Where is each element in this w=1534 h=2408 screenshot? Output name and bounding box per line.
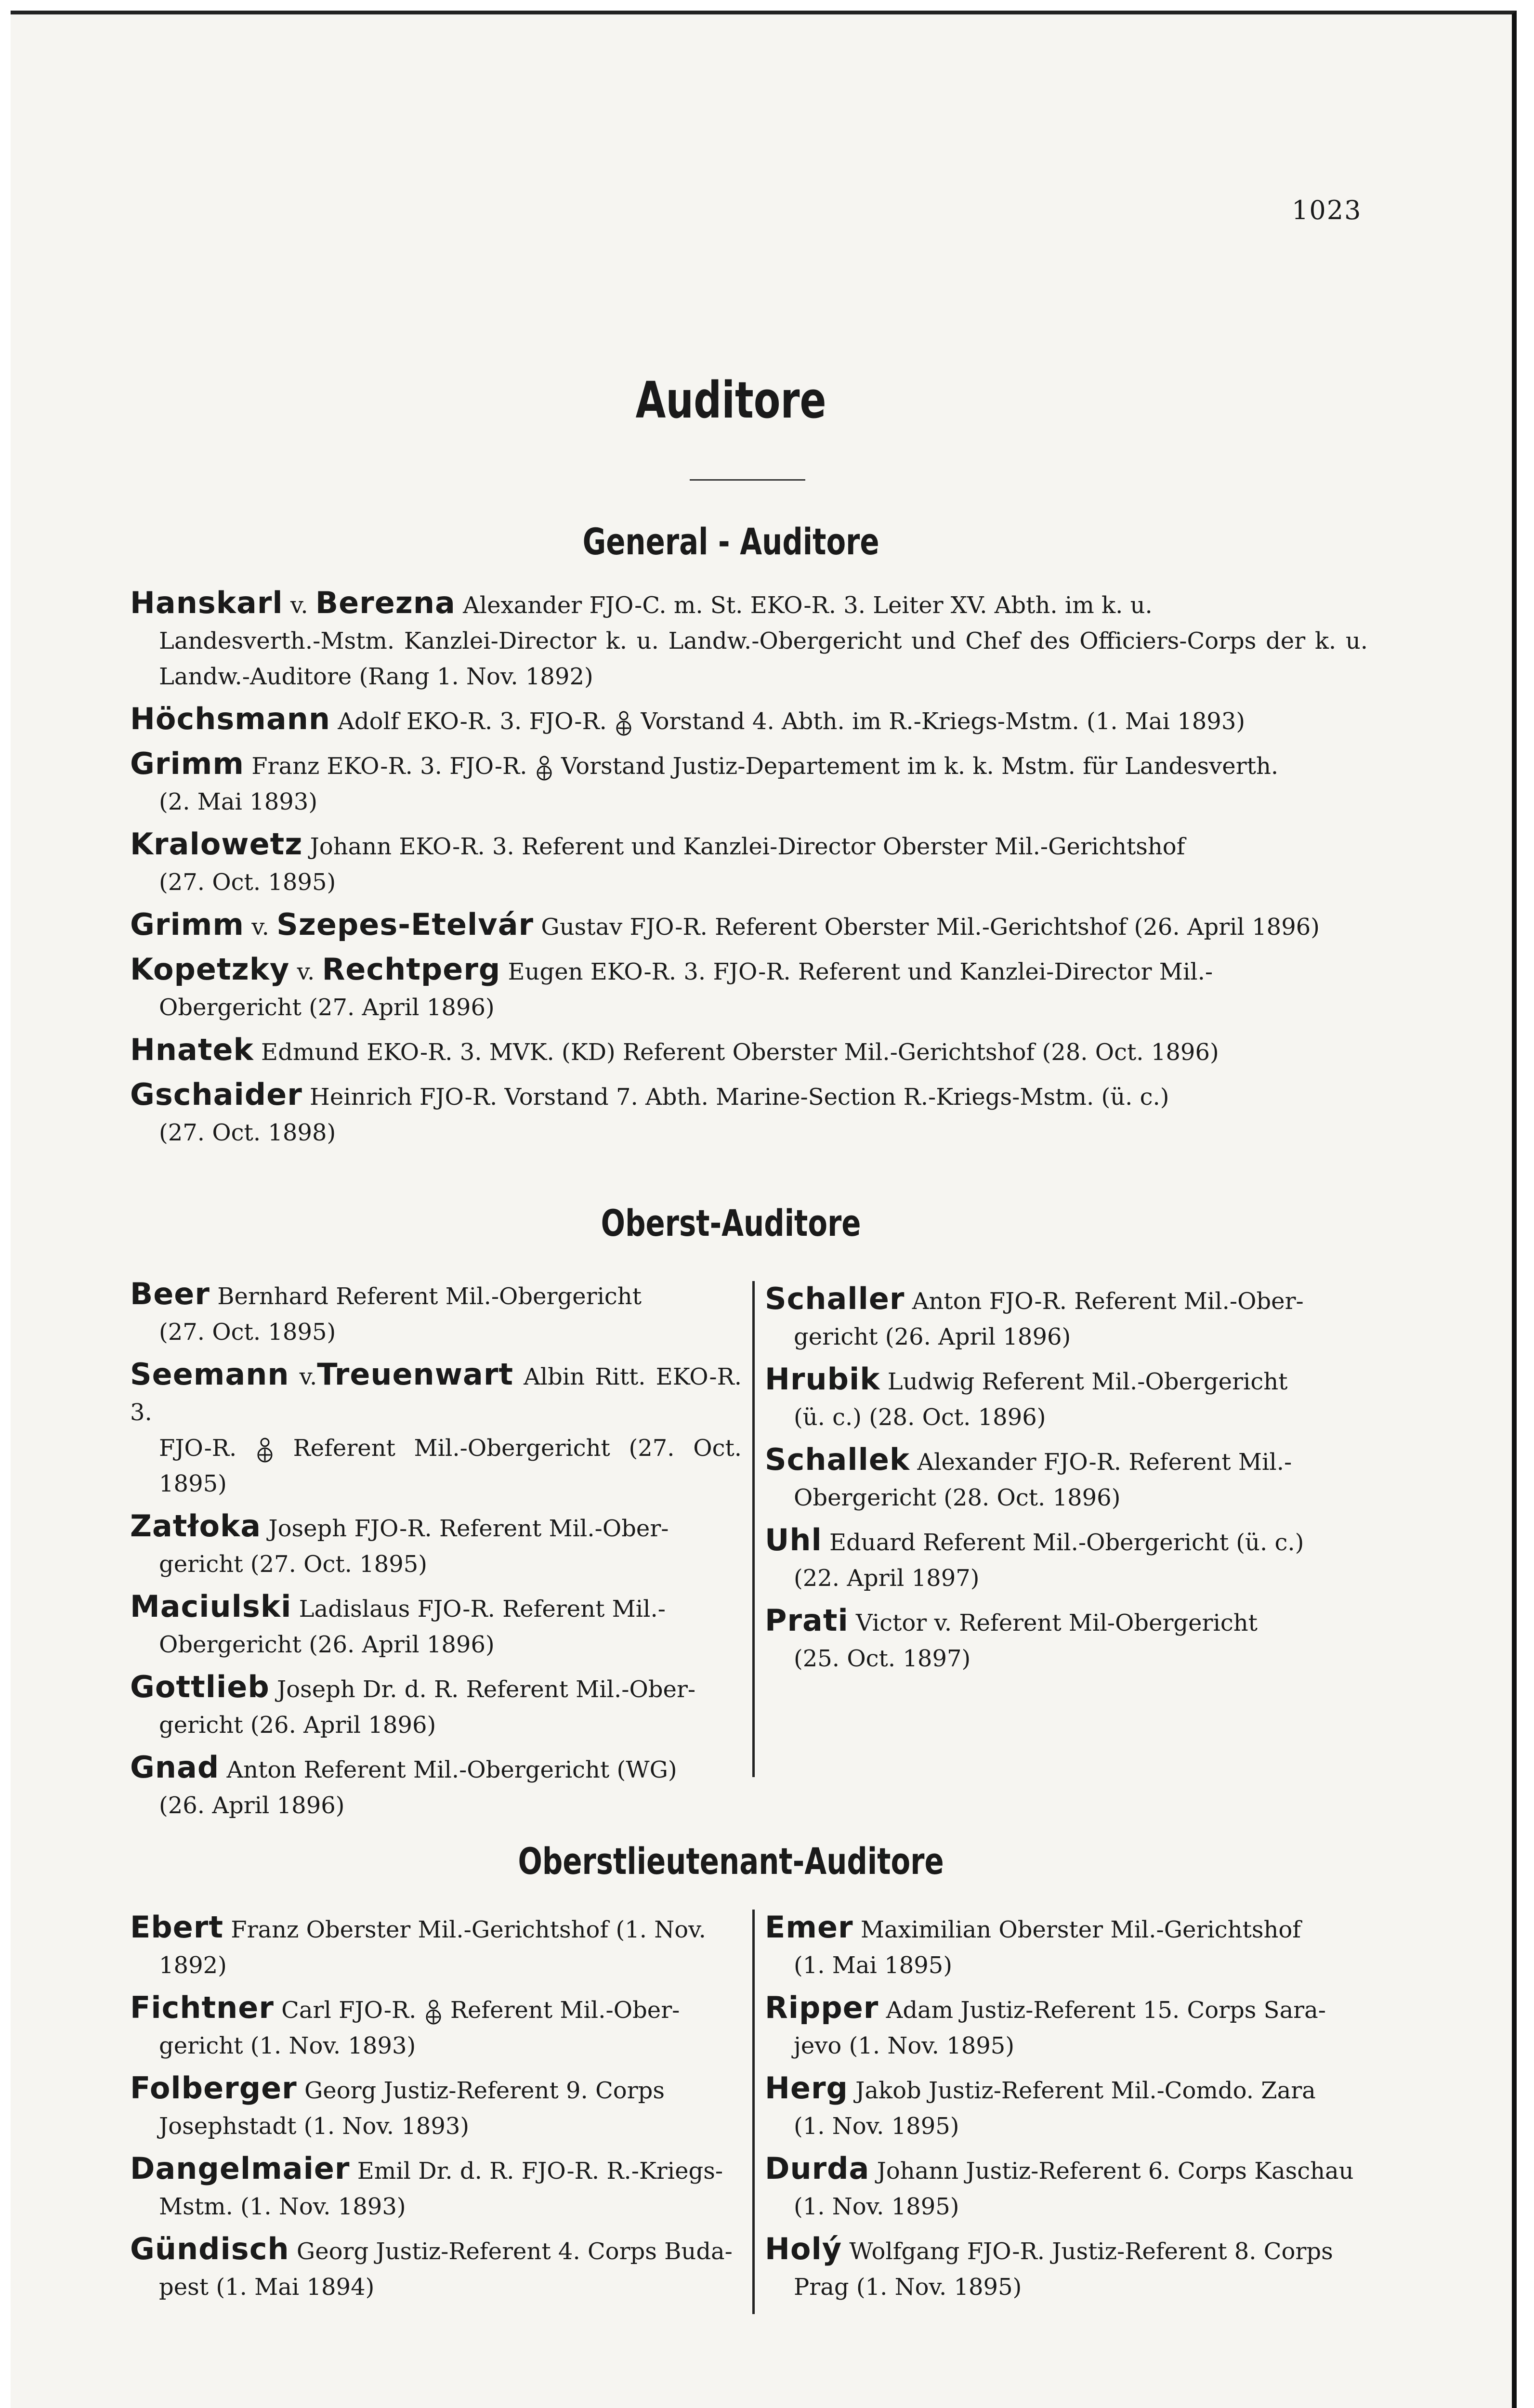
entry-continuation: (2. Mai 1893) bbox=[159, 788, 318, 815]
entry-text: Eduard Referent Mil.-Obergericht (ü. c.) bbox=[822, 1529, 1304, 1556]
list-item bbox=[130, 701, 1368, 739]
entry-text: Georg Justiz-Referent 9. Corps bbox=[297, 2077, 665, 2104]
column-divider bbox=[752, 1910, 755, 2314]
list-item bbox=[130, 2070, 742, 2144]
entry-text: Wolfgang FJO-R. Justiz-Referent 8. Corps bbox=[842, 2238, 1333, 2265]
entry-continuation: jevo (1. Nov. 1895) bbox=[794, 2032, 1015, 2059]
entry-name: Maciulski bbox=[130, 1589, 292, 1624]
list-item bbox=[130, 907, 1368, 945]
entry-name-second: Berezna bbox=[315, 585, 456, 620]
entry-text: Albin Ritt. EKO-R. 3. bbox=[130, 1363, 742, 1426]
oberst-auditore-right-column bbox=[765, 1281, 1372, 1683]
oberstlieutenant-right-column bbox=[765, 1910, 1372, 2312]
entry-continuation: (ü. c.) (28. Oct. 1896) bbox=[794, 1404, 1046, 1431]
list-item bbox=[765, 2231, 1372, 2305]
entry-name: Schaller bbox=[765, 1281, 905, 1316]
order-cross-icon bbox=[424, 1998, 443, 2027]
entry-name: Schallek bbox=[765, 1442, 910, 1477]
list-item bbox=[130, 1032, 1368, 1070]
general-auditore-list bbox=[130, 585, 1368, 1157]
entry-name: Grimm bbox=[130, 907, 244, 942]
entry-text: Edmund EKO-R. 3. MVK. (KD) Referent Oberster Mil.-Gerichtshof (28. Oct. 1896) bbox=[253, 1039, 1219, 1066]
entry-name: Dangelmaier bbox=[130, 2151, 350, 2186]
entry-name: Höchsmann bbox=[130, 701, 330, 736]
entry-continuation: (1. Nov. 1895) bbox=[794, 2113, 959, 2140]
entry-particle: v. bbox=[244, 914, 277, 941]
list-item bbox=[130, 585, 1368, 694]
entry-text: Ladislaus FJO-R. Referent Mil.- bbox=[291, 1596, 666, 1623]
entry-text: Joseph FJO-R. Referent Mil.-Ober- bbox=[261, 1515, 669, 1542]
entry-continuation: Obergericht (27. April 1896) bbox=[159, 994, 495, 1021]
entry-continuation: (25. Oct. 1897) bbox=[794, 1645, 971, 1672]
column-divider bbox=[752, 1281, 755, 1777]
entry-text: Emil Dr. d. R. FJO-R. R.-Kriegs- bbox=[350, 2158, 723, 2185]
order-cross-icon bbox=[255, 1436, 275, 1465]
list-item bbox=[765, 1603, 1372, 1676]
entry-text: Eugen EKO-R. 3. FJO-R. Referent und Kanzlei-Director Mil.- bbox=[500, 958, 1213, 985]
entry-text: Alexander FJO-C. m. St. EKO-R. 3. Leiter XV. Abth. im k. u. bbox=[455, 592, 1153, 619]
entry-continuation: pest (1. Mai 1894) bbox=[159, 2274, 375, 2301]
entry-name-second: Treuenwart bbox=[317, 1357, 514, 1392]
entry-continuation: Landesverth.-Mstm. Kanzlei-Director k. u. Landw.-Obergericht und Chef des Officiers-Corps der k. u. Landw.-Auditore (Rang 1. Nov. 1892) bbox=[159, 628, 1368, 690]
order-cross-icon bbox=[535, 754, 554, 783]
list-item bbox=[130, 1589, 742, 1662]
entry-continuation: Obergericht (28. Oct. 1896) bbox=[794, 1484, 1121, 1511]
entry-text: Franz EKO-R. 3. FJO-R. bbox=[244, 753, 535, 780]
entry-name: Fichtner bbox=[130, 1990, 274, 2025]
entry-text: Franz Oberster Mil.-Gerichtshof (1. Nov. bbox=[223, 1916, 706, 1943]
entry-name: Gottlieb bbox=[130, 1669, 270, 1704]
section-heading-oberstlieutenant: Oberstlieutenant-Auditore bbox=[518, 1840, 944, 1883]
list-item bbox=[130, 1357, 742, 1502]
entry-continuation: (1. Mai 1895) bbox=[794, 1952, 953, 1979]
entry-text: Victor v. Referent Mil-Obergericht bbox=[848, 1610, 1258, 1636]
entry-continuation: gericht (26. April 1896) bbox=[794, 1323, 1071, 1350]
entry-name: Durda bbox=[765, 2151, 870, 2186]
entry-text: Ludwig Referent Mil.-Obergericht bbox=[880, 1368, 1288, 1395]
entry-continuation: (27. Oct. 1898) bbox=[159, 1119, 336, 1146]
list-item bbox=[765, 1910, 1372, 1983]
list-item bbox=[130, 1508, 742, 1582]
entry-name: Hrubik bbox=[765, 1361, 880, 1397]
entry-text: Referent Mil.-Ober- bbox=[443, 1997, 680, 2024]
entry-continuation bbox=[130, 1430, 742, 1502]
entry-name: Holý bbox=[765, 2231, 842, 2266]
entry-name: Ebert bbox=[130, 1910, 223, 1945]
entry-text: Bernhard Referent Mil.-Obergericht bbox=[210, 1283, 642, 1310]
entry-text: Adam Justiz-Referent 15. Corps Sara- bbox=[878, 1997, 1326, 2024]
list-item bbox=[765, 1442, 1372, 1516]
entry-name: Folberger bbox=[130, 2070, 297, 2106]
section-heading-oberst: Oberst-Auditore bbox=[601, 1202, 861, 1244]
entry-text: Anton Referent Mil.-Obergericht (WG) bbox=[219, 1756, 677, 1783]
order-cross-icon bbox=[614, 709, 633, 738]
entry-continuation: Mstm. (1. Nov. 1893) bbox=[159, 2193, 406, 2220]
section-heading-general: General - Auditore bbox=[582, 520, 879, 563]
entry-name: Hanskarl bbox=[130, 585, 283, 620]
entry-text: Johann EKO-R. 3. Referent und Kanzlei-Director Oberster Mil.-Gerichtshof bbox=[302, 833, 1185, 860]
entry-name: Kralowetz bbox=[130, 826, 303, 862]
oberstlieutenant-left-column bbox=[130, 1910, 742, 2312]
list-item bbox=[765, 1990, 1372, 2064]
list-item bbox=[765, 2070, 1372, 2144]
entry-continuation: gericht (26. April 1896) bbox=[159, 1712, 436, 1739]
list-item bbox=[130, 1077, 1368, 1151]
entry-text: Jakob Justiz-Referent Mil.-Comdo. Zara bbox=[848, 2077, 1316, 2104]
entry-name: Beer bbox=[130, 1276, 210, 1311]
list-item bbox=[130, 826, 1368, 900]
entry-name: Prati bbox=[765, 1603, 849, 1638]
list-item bbox=[765, 1522, 1372, 1596]
list-item bbox=[130, 952, 1368, 1025]
entry-name: Zatłoka bbox=[130, 1508, 262, 1544]
list-item bbox=[130, 1910, 742, 1983]
list-item bbox=[765, 1361, 1372, 1435]
document-page bbox=[11, 11, 1517, 2408]
entry-continuation: (26. April 1896) bbox=[159, 1792, 345, 1819]
entry-text: Vorstand Justiz-Departement im k. k. Mstm. für Landesverth. bbox=[553, 753, 1279, 780]
entry-name: Grimm bbox=[130, 746, 244, 781]
entry-text: Carl FJO-R. bbox=[274, 1997, 424, 2024]
list-item bbox=[130, 1669, 742, 1743]
entry-particle: v. bbox=[289, 958, 322, 985]
list-item bbox=[765, 2151, 1372, 2225]
entry-name: Emer bbox=[765, 1910, 853, 1945]
entry-continuation: Obergericht (26. April 1896) bbox=[159, 1631, 495, 1658]
page-number: 1023 bbox=[1292, 195, 1362, 225]
entry-name-second: Rechtperg bbox=[322, 952, 501, 987]
entry-name: Seemann bbox=[130, 1357, 289, 1392]
entry-continuation: 1892) bbox=[159, 1952, 227, 1979]
entry-text: Heinrich FJO-R. Vorstand 7. Abth. Marine-Section R.-Kriegs-Mstm. (ü. c.) bbox=[302, 1084, 1169, 1111]
entry-name: Gschaider bbox=[130, 1077, 302, 1112]
entry-text: Referent Mil.-Obergericht (27. Oct. 1895) bbox=[159, 1435, 742, 1497]
page-title: Auditore bbox=[635, 371, 826, 430]
entry-text: Joseph Dr. d. R. Referent Mil.-Ober- bbox=[269, 1676, 696, 1703]
entry-text: FJO-R. bbox=[159, 1435, 255, 1462]
entry-text: Vorstand 4. Abth. im R.-Kriegs-Mstm. (1. Mai 1893) bbox=[633, 708, 1246, 735]
entry-name-second: Szepes-Etelvár bbox=[276, 907, 534, 942]
list-item bbox=[130, 1276, 742, 1350]
title-divider bbox=[690, 479, 805, 481]
entry-continuation: (1. Nov. 1895) bbox=[794, 2193, 959, 2220]
entry-text: Georg Justiz-Referent 4. Corps Buda- bbox=[289, 2238, 733, 2265]
entry-name: Herg bbox=[765, 2070, 848, 2106]
list-item bbox=[130, 2151, 742, 2225]
entry-text: Johann Justiz-Referent 6. Corps Kaschau bbox=[869, 2158, 1354, 2185]
list-item bbox=[130, 1990, 742, 2064]
entry-particle: v. bbox=[283, 592, 315, 619]
entry-continuation: gericht (1. Nov. 1893) bbox=[159, 2032, 416, 2059]
entry-continuation: Josephstadt (1. Nov. 1893) bbox=[159, 2113, 470, 2140]
entry-name: Gnad bbox=[130, 1750, 220, 1785]
entry-name: Gündisch bbox=[130, 2231, 289, 2266]
entry-text: Anton FJO-R. Referent Mil.-Ober- bbox=[905, 1288, 1304, 1315]
entry-name: Kopetzky bbox=[130, 952, 290, 987]
oberst-auditore-left-column bbox=[130, 1276, 742, 1830]
entry-name: Uhl bbox=[765, 1522, 822, 1557]
list-item bbox=[130, 1750, 742, 1823]
entry-continuation: (27. Oct. 1895) bbox=[159, 869, 336, 896]
entry-continuation: (27. Oct. 1895) bbox=[159, 1319, 336, 1346]
entry-name: Hnatek bbox=[130, 1032, 254, 1067]
list-item bbox=[130, 746, 1368, 820]
entry-text: Adolf EKO-R. 3. FJO-R. bbox=[330, 708, 615, 735]
entry-continuation: Prag (1. Nov. 1895) bbox=[794, 2274, 1022, 2301]
entry-text: Alexander FJO-R. Referent Mil.- bbox=[910, 1449, 1292, 1476]
list-item bbox=[765, 1281, 1372, 1355]
entry-continuation: gericht (27. Oct. 1895) bbox=[159, 1551, 428, 1578]
entry-continuation: (22. April 1897) bbox=[794, 1565, 980, 1592]
entry-text: Maximilian Oberster Mil.-Gerichtshof bbox=[853, 1916, 1301, 1943]
list-item bbox=[130, 2231, 742, 2305]
entry-particle: v. bbox=[289, 1363, 317, 1390]
entry-text: Gustav FJO-R. Referent Oberster Mil.-Gerichtshof (26. April 1896) bbox=[534, 914, 1320, 941]
entry-name: Ripper bbox=[765, 1990, 879, 2025]
